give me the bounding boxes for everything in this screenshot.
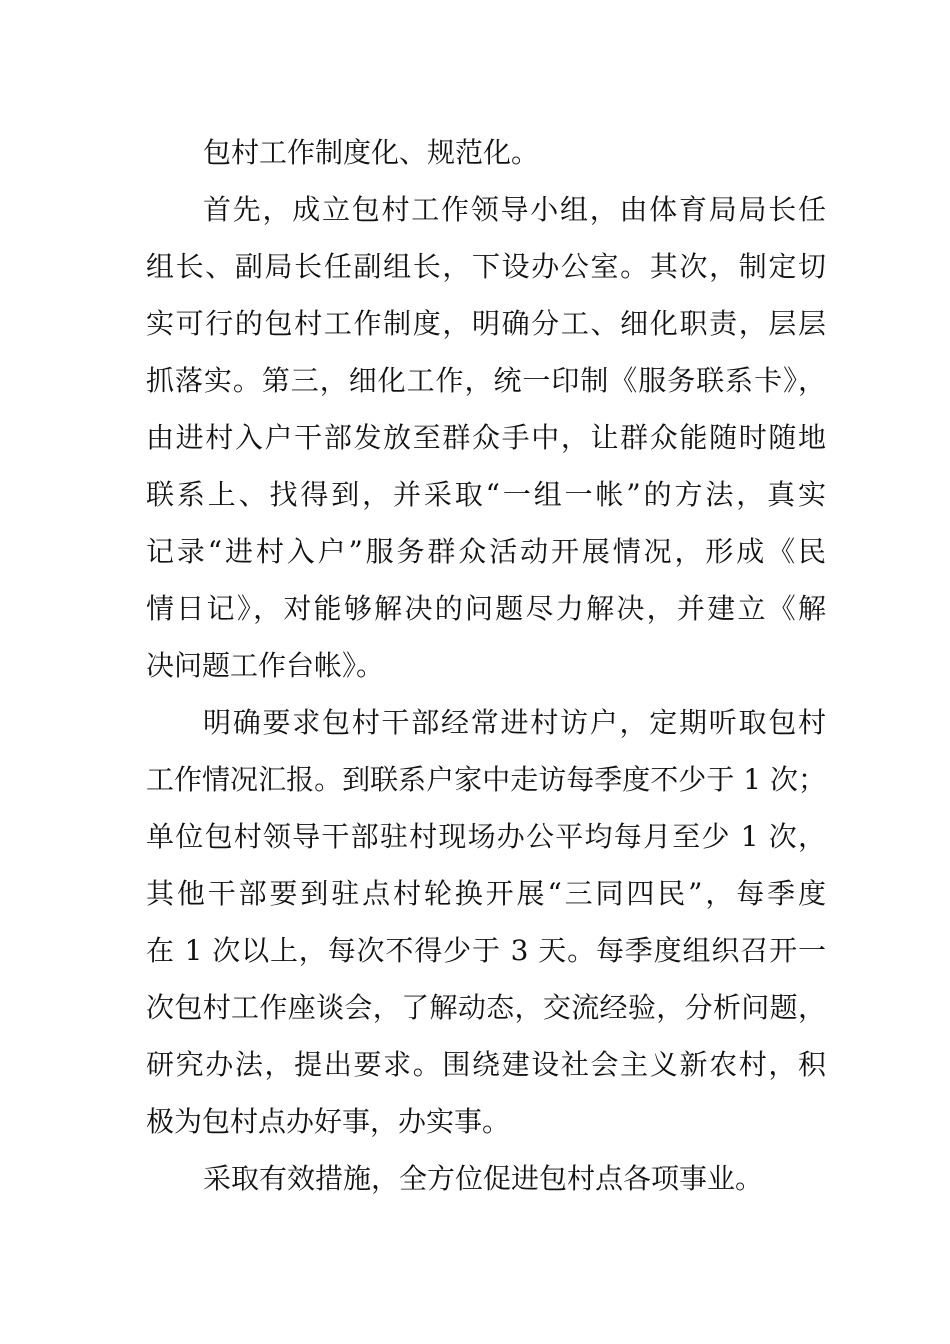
document-body xyxy=(146,124,826,1207)
paragraph-3 xyxy=(146,694,826,1150)
paragraph-line: 抓落实。第三，细化工作，统一印制《服务联系卡》， xyxy=(146,364,826,397)
paragraph-line: 采取有效措施，全方位促进包村点各项事业。 xyxy=(203,1162,764,1195)
paragraph-line: 情日记》，对能够解决的问题尽力解决，并建立《解 xyxy=(146,592,826,625)
paragraph-line: 首先，成立包村工作领导小组，由体育局局长任 xyxy=(203,193,826,226)
paragraph-4 xyxy=(146,1150,826,1207)
paragraph-line: 其他干部要到驻点村轮换开展“三同四民”，每季度 xyxy=(146,877,826,910)
paragraph-1 xyxy=(146,124,826,181)
paragraph-line: 次包村工作座谈会，了解动态，交流经验，分析问题， xyxy=(146,991,826,1024)
paragraph-line: 单位包村领导干部驻村现场办公平均每月至少 1 次， xyxy=(146,820,826,853)
paragraph-2 xyxy=(146,181,826,694)
paragraph-line: 决问题工作台帐》。 xyxy=(146,649,385,682)
paragraph-line: 实可行的包村工作制度，明确分工、细化职责，层层 xyxy=(146,307,826,340)
paragraph-line: 研究办法，提出要求。围绕建设社会主义新农村，积 xyxy=(146,1048,826,1081)
paragraph-line: 明确要求包村干部经常进村访户，定期听取包村 xyxy=(203,706,826,739)
paragraph-line: 联系上、找得到，并采取“一组一帐”的方法，真实 xyxy=(146,478,826,511)
paragraph-line: 组长、副局长任副组长，下设办公室。其次，制定切 xyxy=(146,250,826,283)
paragraph-line: 由进村入户干部发放至群众手中，让群众能随时随地 xyxy=(146,421,826,454)
paragraph-line: 工作情况汇报。到联系户家中走访每季度不少于 1 次； xyxy=(146,763,826,796)
paragraph-line: 记录“进村入户”服务群众活动开展情况，形成《民 xyxy=(146,535,826,568)
paragraph-line: 极为包村点办好事，办实事。 xyxy=(146,1105,511,1138)
paragraph-line: 包村工作制度化、规范化。 xyxy=(203,136,540,169)
paragraph-line: 在 1 次以上，每次不得少于 3 天。每季度组织召开一 xyxy=(146,934,826,967)
